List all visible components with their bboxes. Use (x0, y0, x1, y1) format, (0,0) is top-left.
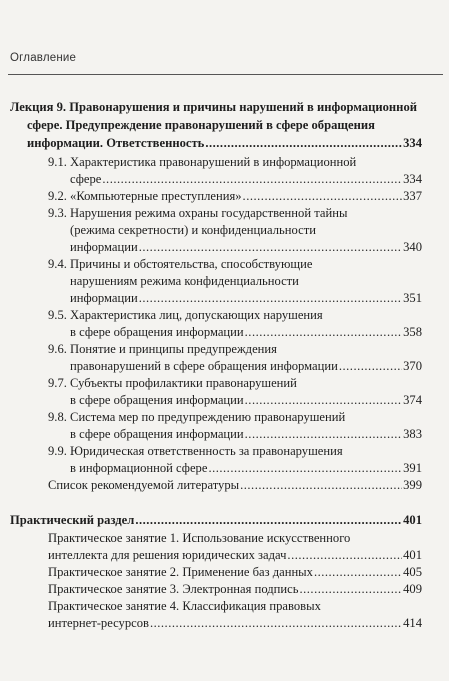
toc-section-9-7-line-1: 9.7. Субъекты профилактики правонарушений (48, 376, 297, 390)
leader-dots (139, 240, 402, 255)
toc-lecture-9-line-3: информации. Ответственность ..... 334 (27, 136, 422, 151)
page-number: 374 (403, 393, 422, 407)
leader-dots (205, 136, 402, 151)
toc-section-9-3-line-1: 9.3. Нарушения режима охраны государственной тайны (48, 206, 348, 220)
leader-dots (102, 172, 402, 187)
page-number: 409 (403, 582, 422, 596)
toc-lesson-3: Практическое занятие 3. Электронная подпись ..... 409 (48, 582, 422, 597)
toc-lesson-4-line-1: Практическое занятие 4. Классификация правовых (48, 599, 321, 613)
leader-dots (245, 325, 402, 340)
toc-section-9-9-line-2: в информационной сфере ..... 391 (70, 461, 422, 476)
toc-bibliography: Список рекомендуемой литературы ..... 399 (48, 478, 422, 493)
leader-dots (314, 565, 402, 580)
toc-lesson-4-line-2: интернет-ресурсов ..... 414 (48, 616, 422, 631)
toc-lesson-2: Практическое занятие 2. Применение баз данных ..... 405 (48, 565, 422, 580)
toc-section-9-7-line-2: в сфере обращения информации ..... 374 (70, 393, 422, 408)
toc-section-9-4-line-3: информации ..... 351 (70, 291, 422, 306)
toc-section-9-5-line-2: в сфере обращения информации ..... 358 (70, 325, 422, 340)
page-number: 370 (403, 359, 422, 373)
leader-dots (139, 291, 402, 306)
page-number: 340 (403, 240, 422, 254)
page-number: 334 (403, 136, 422, 150)
page-number: 351 (403, 291, 422, 305)
leader-dots (240, 478, 402, 493)
leader-dots (339, 359, 402, 374)
page-number: 334 (403, 172, 422, 186)
toc-section-9-4-line-2: нарушениям режима конфиденциальности (70, 274, 299, 288)
leader-dots (208, 461, 402, 476)
page-number: 414 (403, 616, 422, 630)
toc-lesson-1-line-2: интеллекта для решения юридических задач ..... 401 (48, 548, 422, 563)
page-number: 358 (403, 325, 422, 339)
page-number: 337 (403, 189, 422, 203)
toc-section-9-6-line-1: 9.6. Понятие и принципы предупреждения (48, 342, 277, 356)
leader-dots (245, 427, 402, 442)
toc-section-9-4-line-1: 9.4. Причины и обстоятельства, способствующие (48, 257, 313, 271)
leader-dots (299, 582, 402, 597)
toc-section-9-3-line-2: (режима секретности) и конфиденциальности (70, 223, 316, 237)
toc-section-9-1-line-1: 9.1. Характеристика правонарушений в информационной (48, 155, 357, 169)
toc-section-9-2: 9.2. «Компьютерные преступления» ..... 337 (48, 189, 422, 204)
leader-dots (243, 189, 403, 204)
page-number: 401 (403, 548, 422, 562)
page-number: 399 (403, 478, 422, 492)
page-number: 391 (403, 461, 422, 475)
toc-lecture-9-line-2: сфере. Предупреждение правонарушений в сфере обращения (27, 118, 375, 132)
running-header: Оглавление (10, 52, 77, 64)
toc-lesson-1-line-1: Практическое занятие 1. Использование искусственного (48, 531, 351, 545)
toc-section-9-5-line-1: 9.5. Характеристика лиц, допускающих нарушения (48, 308, 323, 322)
page-number: 401 (403, 513, 422, 527)
toc-practical-section: Практический раздел ..... 401 (10, 513, 422, 528)
leader-dots (245, 393, 402, 408)
leader-dots (135, 513, 402, 528)
toc-section-9-1-line-2: сфере ..... 334 (70, 172, 422, 187)
toc-section-9-9-line-1: 9.9. Юридическая ответственность за правонарушения (48, 444, 343, 458)
page-number: 383 (403, 427, 422, 441)
header-rule (8, 74, 443, 75)
toc-section-9-8-line-1: 9.8. Система мер по предупреждению правонарушений (48, 410, 346, 424)
toc-section-9-8-line-2: в сфере обращения информации ..... 383 (70, 427, 422, 442)
toc-section-9-3-line-3: информации ..... 340 (70, 240, 422, 255)
toc-lecture-9-line-1: Лекция 9. Правонарушения и причины нарушений в информационной (10, 100, 417, 114)
leader-dots (150, 616, 402, 631)
page-number: 405 (403, 565, 422, 579)
toc-section-9-6-line-2: правонарушений в сфере обращения информации ..... 370 (70, 359, 422, 374)
leader-dots (287, 548, 402, 563)
